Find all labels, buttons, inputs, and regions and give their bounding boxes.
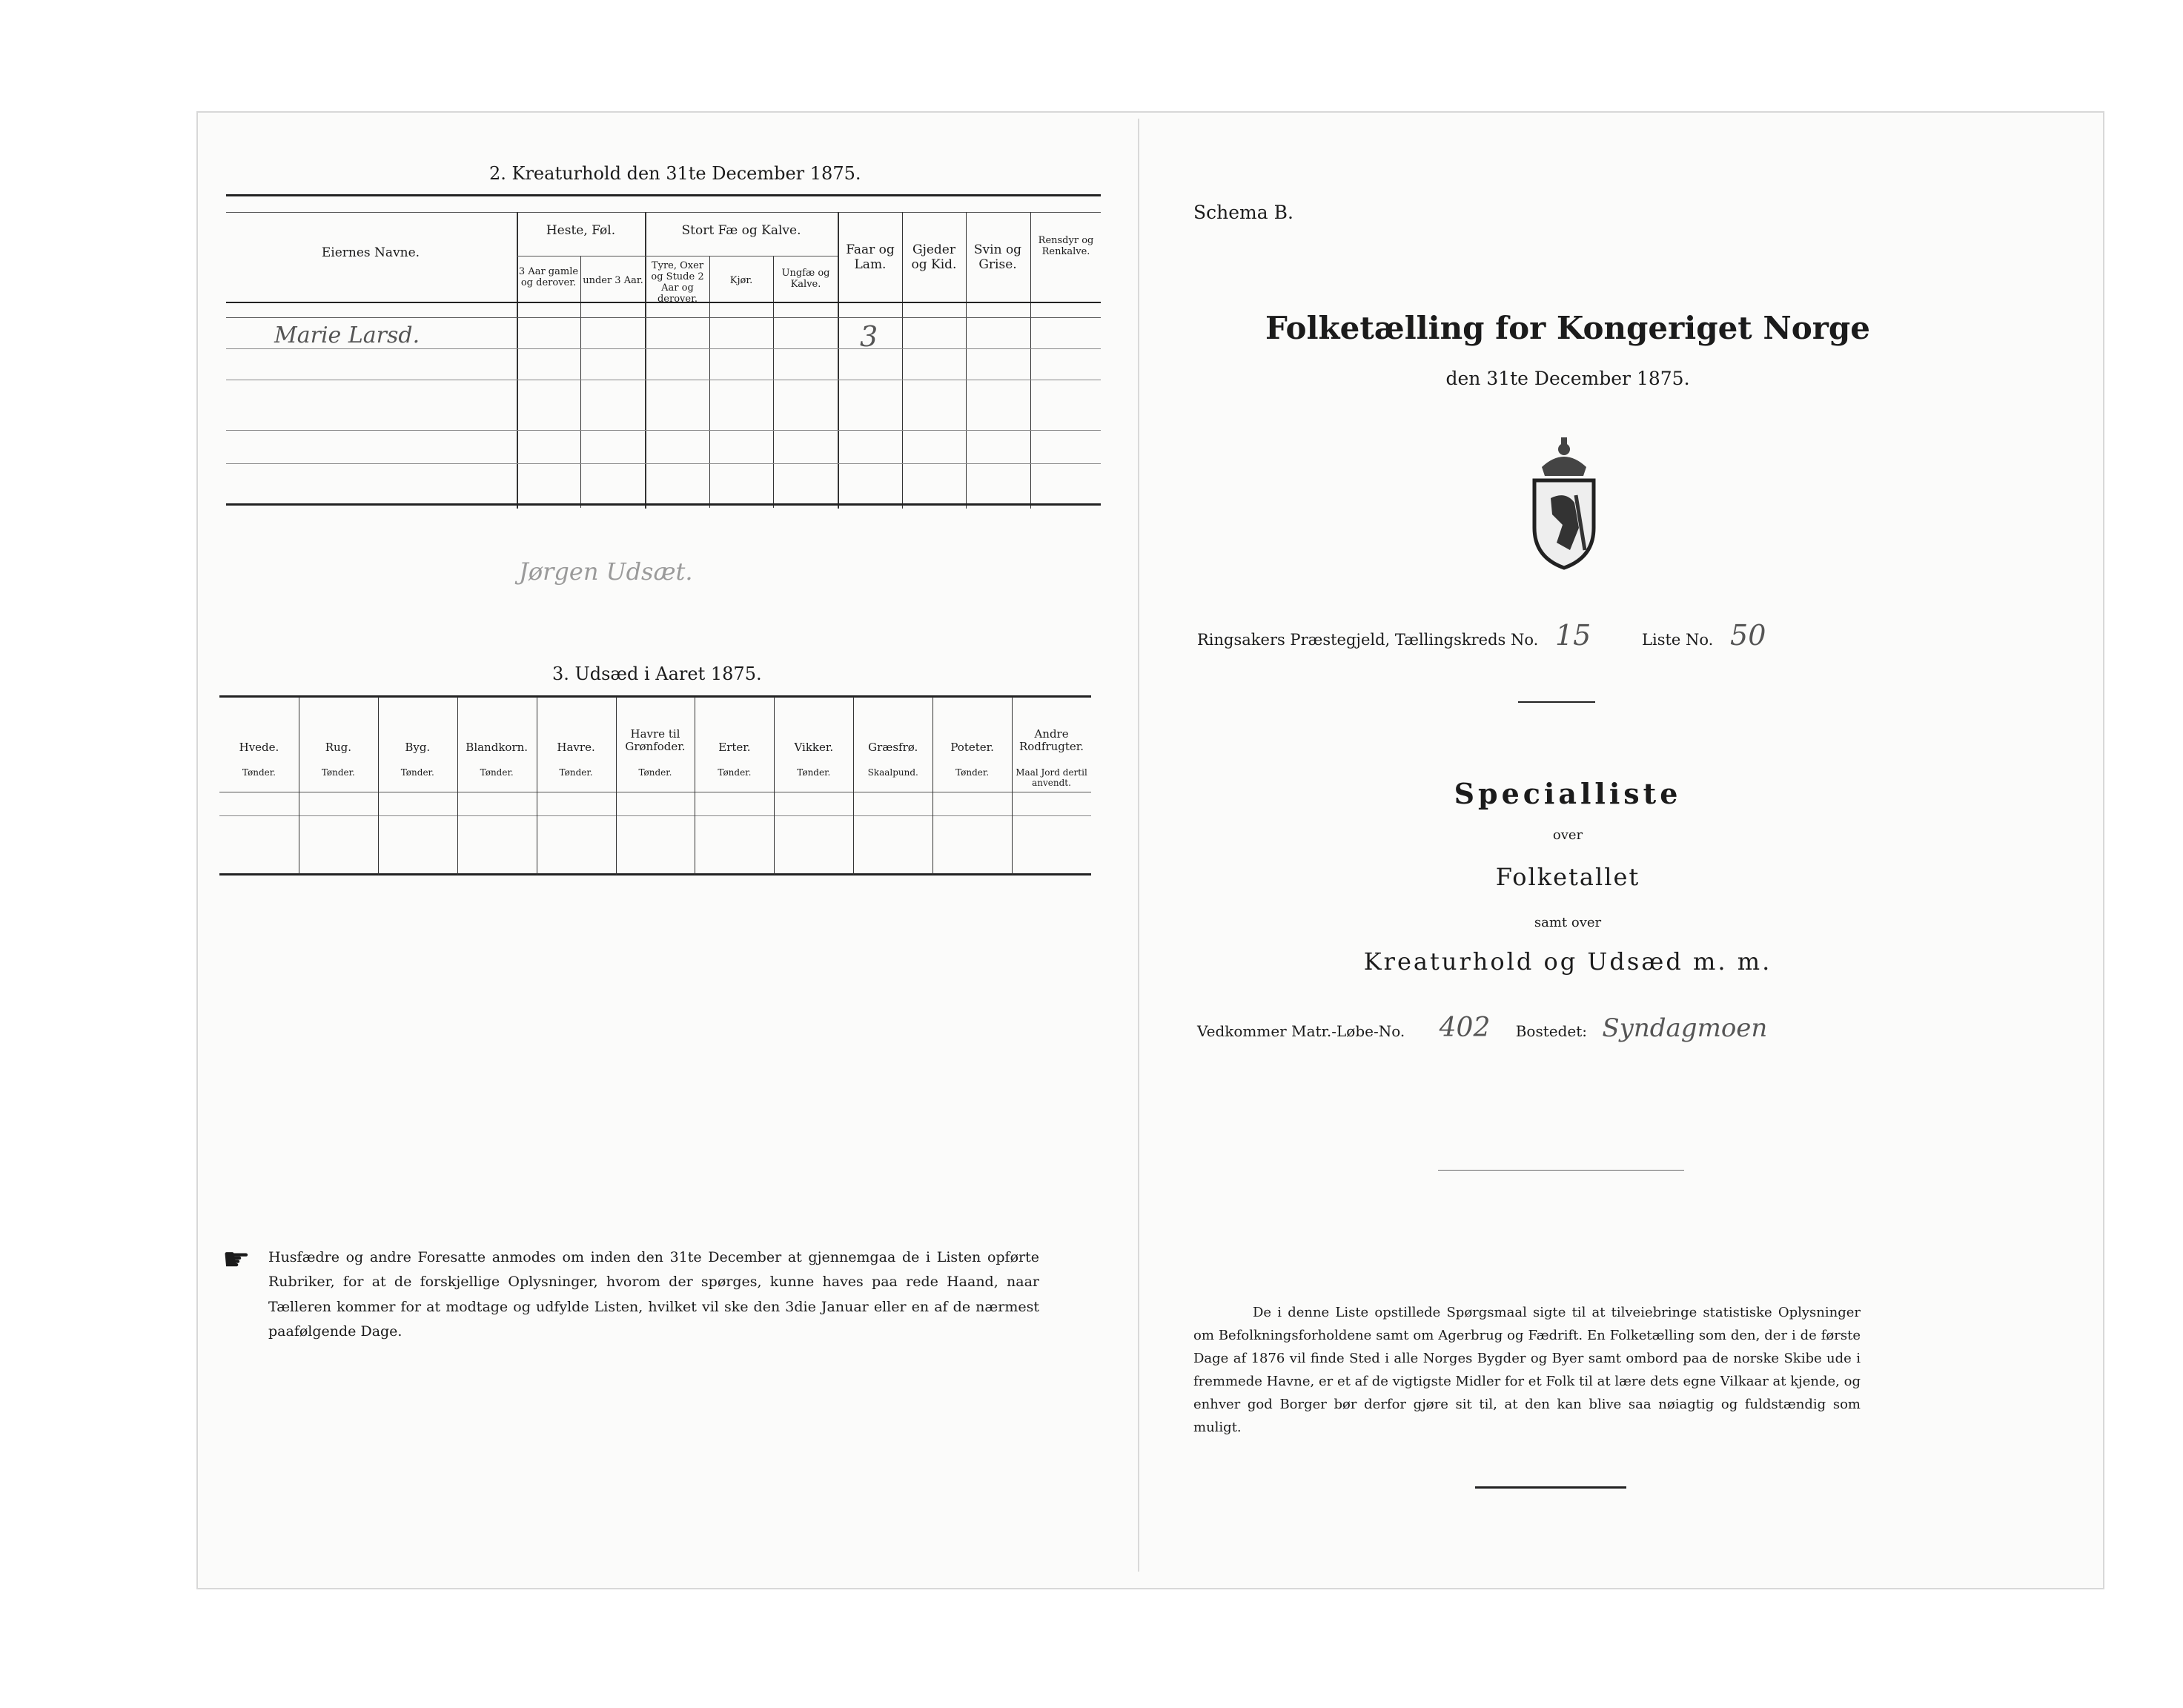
divider-1 xyxy=(1518,701,1595,703)
sub-oxen: Tyre, Oxer og Stude 2 Aar og derover. xyxy=(651,260,704,305)
bosted-label: Bostedet: xyxy=(1515,1022,1588,1040)
sowing-col-name: Græsfrø. xyxy=(868,741,918,754)
sowing-col-name: Byg. xyxy=(405,741,431,754)
sowing-col-unit: Tønder. xyxy=(955,767,990,778)
sowing-col-unit: Tønder. xyxy=(559,767,593,778)
footer-text: De i denne Liste opstillede Spørgsmaal sigte til at tilveiebringe statistiske Oplysninger om Befolkningsforholdene samt om Agerbrug og Fædrift. En Folketælling som den, der i de første Dage af 1876 vil finde Sted i alle Norges Bygder og Byer samt ombord paa de norske Skibe ude i fremmede Havne, er et af de vigtigste Midler for et Folk til at lære dets egne Vilkaar at kjende, og enhver god Borger bør derfor gjøre sit til, at den kan blive saa nøiagtig og fuldstændig som muligt. xyxy=(1193,1305,1861,1435)
sowing-col-unit: Tønder. xyxy=(638,767,672,778)
sub-horses-young: under 3 Aar. xyxy=(583,275,643,286)
owner-entry: Marie Larsd. xyxy=(274,322,420,348)
matr-number: 402 xyxy=(1439,1013,1491,1043)
col-owner: Eiernes Navne. xyxy=(321,245,420,260)
sowing-col-name: Andre Rodfrugter. xyxy=(1018,727,1084,754)
sowing-col-unit: Maal Jord dertil anvendt. xyxy=(1016,767,1087,788)
divider-3 xyxy=(1475,1486,1626,1489)
bosted-value: Syndagmoen xyxy=(1602,1013,1768,1043)
matr-label: Vedkommer Matr.-Løbe-No. xyxy=(1197,1022,1405,1040)
sowing-col-divider xyxy=(774,697,775,875)
col-goats: Gjeder og Kid. xyxy=(911,242,957,272)
col-reindeer: Rensdyr og Renkalve. xyxy=(1038,235,1094,257)
notice-text: Husfædre og andre Foresatte anmodes om inden den 31te December at gjennemgaa de i Listen opførte Rubriker, for at de forskjellige Oplysninger, hvorom der spørges, kunne haves paa rede Haand, naar Tælleren kommer for at modtage og udfylde Listen, hvilket vil ske den 3die Januar eller en af de nærmest paafølgende Dage. xyxy=(268,1249,1039,1340)
sowing-col-name: Havre til Grønfoder. xyxy=(625,727,686,754)
schema-label: Schema B. xyxy=(1193,202,1293,223)
sowing-col-name: Poteter. xyxy=(950,741,994,754)
sowing-col-divider xyxy=(457,697,458,875)
col-pigs: Svin og Grise. xyxy=(973,242,1022,272)
main-title: Folketælling for Kongeriget Norge xyxy=(1265,310,1870,346)
sowing-col-unit: Tønder. xyxy=(718,767,752,778)
sowing-col-unit: Tønder. xyxy=(797,767,831,778)
over-text-1: over xyxy=(1552,827,1583,843)
sowing-col-unit: Tønder. xyxy=(242,767,276,778)
parish-label: Ringsakers Præstegjeld, Tællingskreds No. xyxy=(1197,631,1539,649)
page-fold xyxy=(1138,119,1139,1572)
sowing-col-name: Erter. xyxy=(718,741,751,754)
liste-number: 50 xyxy=(1730,619,1766,652)
sowing-col-name: Blandkorn. xyxy=(466,741,529,754)
sowing-col-unit: Skaalpund. xyxy=(867,767,918,778)
col-sheep: Faar og Lam. xyxy=(846,242,895,272)
liste-label: Liste No. xyxy=(1642,631,1714,649)
kreds-number: 15 xyxy=(1555,619,1591,652)
folketallet: Folketallet xyxy=(1495,863,1640,891)
pointing-hand-icon: ☛ xyxy=(222,1241,251,1277)
sowing-col-name: Vikker. xyxy=(794,741,834,754)
coat-of-arms-icon xyxy=(1520,431,1609,575)
sowing-col-name: Havre. xyxy=(557,741,595,754)
divider-2 xyxy=(1438,1170,1684,1171)
col-horses: Heste, Føl. xyxy=(546,223,616,238)
sheep-count: 3 xyxy=(860,320,878,353)
sub-calves: Ungfæ og Kalve. xyxy=(781,268,830,290)
matr-line xyxy=(1197,1013,1767,1043)
parish-line xyxy=(1197,619,1766,652)
samt-over: samt over xyxy=(1534,915,1602,930)
sowing-col-unit: Tønder. xyxy=(400,767,434,778)
sowing-col-name: Rug. xyxy=(325,741,352,754)
sub-horses-old: 3 Aar gamle og derover. xyxy=(518,266,579,288)
sowing-col-divider xyxy=(616,697,617,875)
sowing-col-unit: Tønder. xyxy=(480,767,514,778)
sowing-col-divider xyxy=(853,697,854,875)
col-cattle: Stort Fæ og Kalve. xyxy=(681,223,801,238)
sowing-col-unit: Tønder. xyxy=(321,767,355,778)
sowing-col-divider xyxy=(378,697,379,875)
sowing-col-divider xyxy=(1012,697,1013,875)
signature: Jørgen Udsæt. xyxy=(519,557,693,586)
section3-title: 3. Udsæd i Aaret 1875. xyxy=(552,663,762,684)
census-date: den 31te December 1875. xyxy=(1445,368,1690,389)
kreaturhold-line: Kreaturhold og Udsæd m. m. xyxy=(1363,947,1772,976)
sowing-col-name: Hvede. xyxy=(239,741,279,754)
section2-title: 2. Kreaturhold den 31te December 1875. xyxy=(489,163,861,184)
special-title: Specialliste xyxy=(1454,777,1682,810)
sub-cows: Kjør. xyxy=(729,275,753,286)
